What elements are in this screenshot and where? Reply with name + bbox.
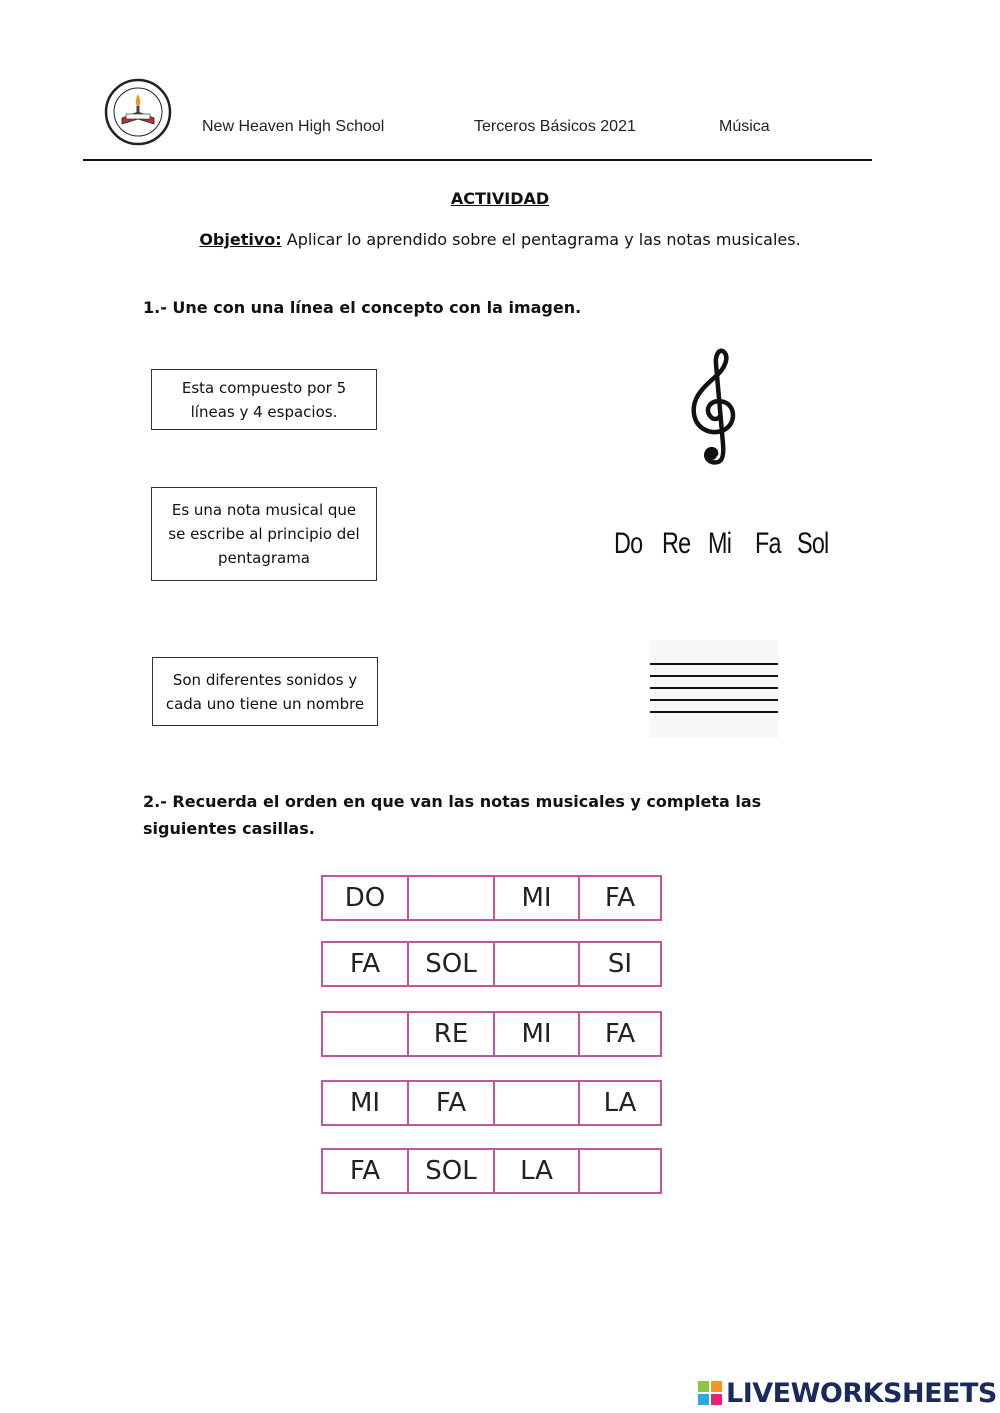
note-name: Re: [662, 527, 691, 560]
concept-box-1[interactable]: [151, 369, 377, 430]
liveworksheets-icon: [698, 1381, 722, 1405]
school-seal-icon: [104, 78, 172, 146]
note-cell-blank[interactable]: [493, 943, 578, 985]
concept-text: Esta compuesto por 5 líneas y 4 espacios.: [181, 378, 347, 421]
note-name: Fa: [755, 527, 781, 560]
treble-clef-icon[interactable]: [680, 344, 750, 468]
question-2-prompt: 2.- Recuerda el orden en que van las notas musicales y completa las siguientes casillas.: [143, 792, 762, 838]
brand-name: LIVEWORKSHEETS: [726, 1377, 997, 1409]
notes-row-4: [321, 1080, 662, 1126]
concept-box-3[interactable]: [152, 657, 378, 726]
concept-box-2[interactable]: [151, 487, 377, 581]
objective: [0, 230, 1000, 249]
note-cell: LA: [493, 1150, 578, 1192]
note-cell: FA: [407, 1082, 493, 1124]
question-1-prompt: 1.- Une con una línea el concepto con la imagen.: [143, 298, 582, 317]
notes-row-3: [321, 1011, 662, 1057]
note-cell-blank[interactable]: [578, 1150, 660, 1192]
note-cell: MI: [493, 877, 578, 919]
notes-row-5: [321, 1148, 662, 1194]
note-cell: SOL: [407, 943, 493, 985]
concept-text: Es una nota musical que se escribe al principio del pentagrama: [168, 501, 360, 567]
page-title: ACTIVIDAD: [450, 189, 550, 208]
note-cell: FA: [349, 949, 381, 979]
note-cell-blank[interactable]: [323, 1013, 407, 1055]
note-cell: DO: [344, 883, 386, 913]
note-name: Do: [614, 527, 643, 560]
notes-row-1: [321, 875, 662, 921]
note-cell-blank[interactable]: [407, 877, 493, 919]
objective-text: Aplicar lo aprendido sobre el pentagrama y las notas musicales.: [281, 230, 801, 249]
note-cell: FA: [578, 877, 660, 919]
note-name: Mi: [708, 527, 732, 560]
header-divider: [83, 159, 872, 161]
objective-label: Objetivo:: [199, 230, 282, 249]
note-cell: RE: [407, 1013, 493, 1055]
liveworksheets-logo[interactable]: [698, 1376, 997, 1410]
note-cell: SOL: [407, 1150, 493, 1192]
school-name: New Heaven High School: [202, 118, 385, 135]
note-cell: FA: [349, 1156, 381, 1186]
note-name: Sol: [797, 527, 829, 560]
grade-label: Terceros Básicos 2021: [474, 118, 636, 135]
note-cell: FA: [578, 1013, 660, 1055]
note-cell: MI: [349, 1088, 381, 1118]
notes-row-2: [321, 941, 662, 987]
concept-text: Son diferentes sonidos y cada uno tiene un nombre: [165, 670, 365, 713]
staff-lines-icon[interactable]: [650, 640, 778, 738]
note-cell: MI: [493, 1013, 578, 1055]
note-names-image[interactable]: [614, 527, 834, 565]
subject-label: Música: [719, 118, 770, 135]
note-cell-blank[interactable]: [493, 1082, 578, 1124]
note-cell: LA: [578, 1082, 660, 1124]
note-cell: SI: [578, 943, 660, 985]
